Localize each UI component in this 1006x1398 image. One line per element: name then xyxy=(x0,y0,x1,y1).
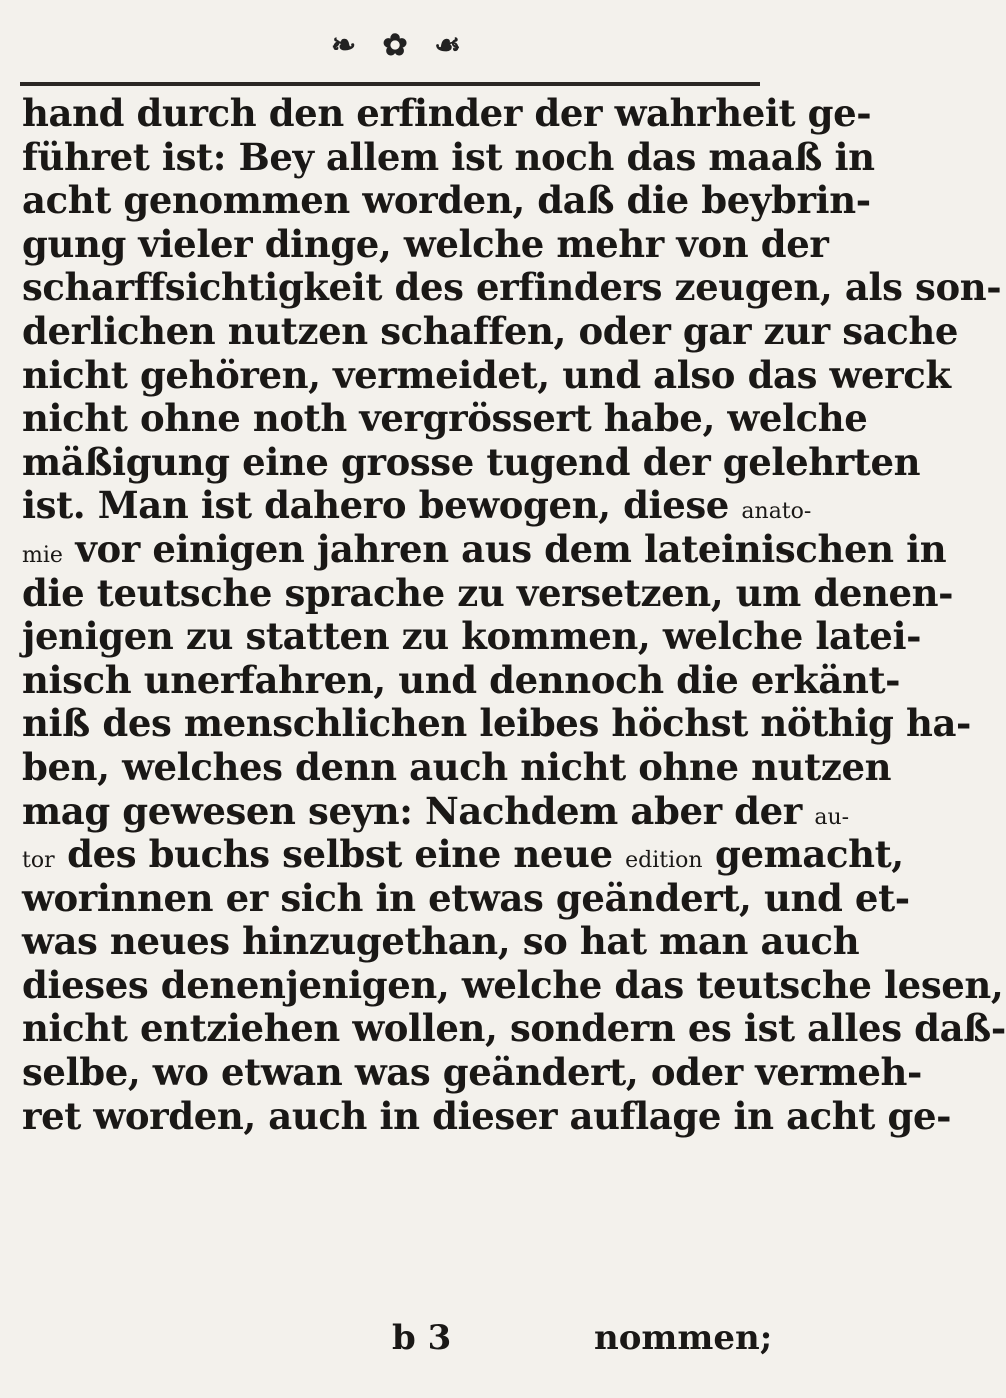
text-line: nisch unerfahren, und dennoch die erkänt- xyxy=(22,657,901,702)
text-line: ben, welches denn auch nicht ohne nutzen xyxy=(22,744,892,789)
text-line: hand durch den erfinder der wahrheit ge- xyxy=(22,91,872,135)
text-line: mie vor einigen jahren aus dem lateinischen in xyxy=(22,526,947,571)
text-line: gung vieler dinge, welche mehr von der xyxy=(22,221,829,266)
text-line: nicht ohne noth vergrössert habe, welche xyxy=(22,396,868,441)
text-line: jenigen zu statten zu kommen, welche latei- xyxy=(22,614,922,659)
text-line: acht genommen worden, daß die beybrin- xyxy=(22,178,871,223)
text-line: dieses denenjenigen, welche das teutsche lesen, xyxy=(22,962,1004,1007)
text-line: die teutsche sprache zu versetzen, um denen- xyxy=(22,570,954,615)
text-line: scharffsichtigkeit des erfinders zeugen, als son- xyxy=(22,265,1002,310)
latin-word: mie xyxy=(22,542,63,568)
text-line: derlichen nutzen schaffen, oder gar zur sache xyxy=(22,308,959,353)
header-ornament: ❧ ✿ ☙ xyxy=(330,28,470,63)
text-line: was neues hinzugethan, so hat man auch xyxy=(22,919,860,964)
latin-word: tor xyxy=(22,848,55,874)
signature-mark: b 3 xyxy=(392,1318,452,1358)
page-footer xyxy=(0,1318,800,1358)
text-line: tor des buchs selbst eine neue edition gemacht, xyxy=(22,832,904,877)
header-rule xyxy=(20,82,760,86)
text-line: mag gewesen seyn: Nachdem aber der au- xyxy=(22,788,850,833)
text-line: ret worden, auch in dieser auflage in acht ge- xyxy=(22,1093,952,1138)
latin-word: au- xyxy=(814,804,850,830)
latin-word: anato- xyxy=(741,499,812,525)
text-line: selbe, wo etwan was geändert, oder vermeh- xyxy=(22,1050,922,1095)
text-line: mäßigung eine grosse tugend der gelehrten xyxy=(22,439,921,484)
body-text xyxy=(22,91,1006,1138)
text-line: führet ist: Bey allem ist noch das maaß in xyxy=(22,134,875,179)
latin-word: edition xyxy=(625,848,703,874)
text-line: nicht gehören, vermeidet, und also das werck xyxy=(22,352,951,397)
text-line: nicht entziehen wollen, sondern es ist alles daß- xyxy=(22,1006,1006,1051)
text-line: ist. Man ist dahero bewogen, diese anato- xyxy=(22,483,812,528)
text-line: worinnen er sich in etwas geändert, und et- xyxy=(22,875,910,920)
catchword: nommen; xyxy=(594,1318,773,1358)
text-line: niß des menschlichen leibes höchst nöthig ha- xyxy=(22,701,971,746)
